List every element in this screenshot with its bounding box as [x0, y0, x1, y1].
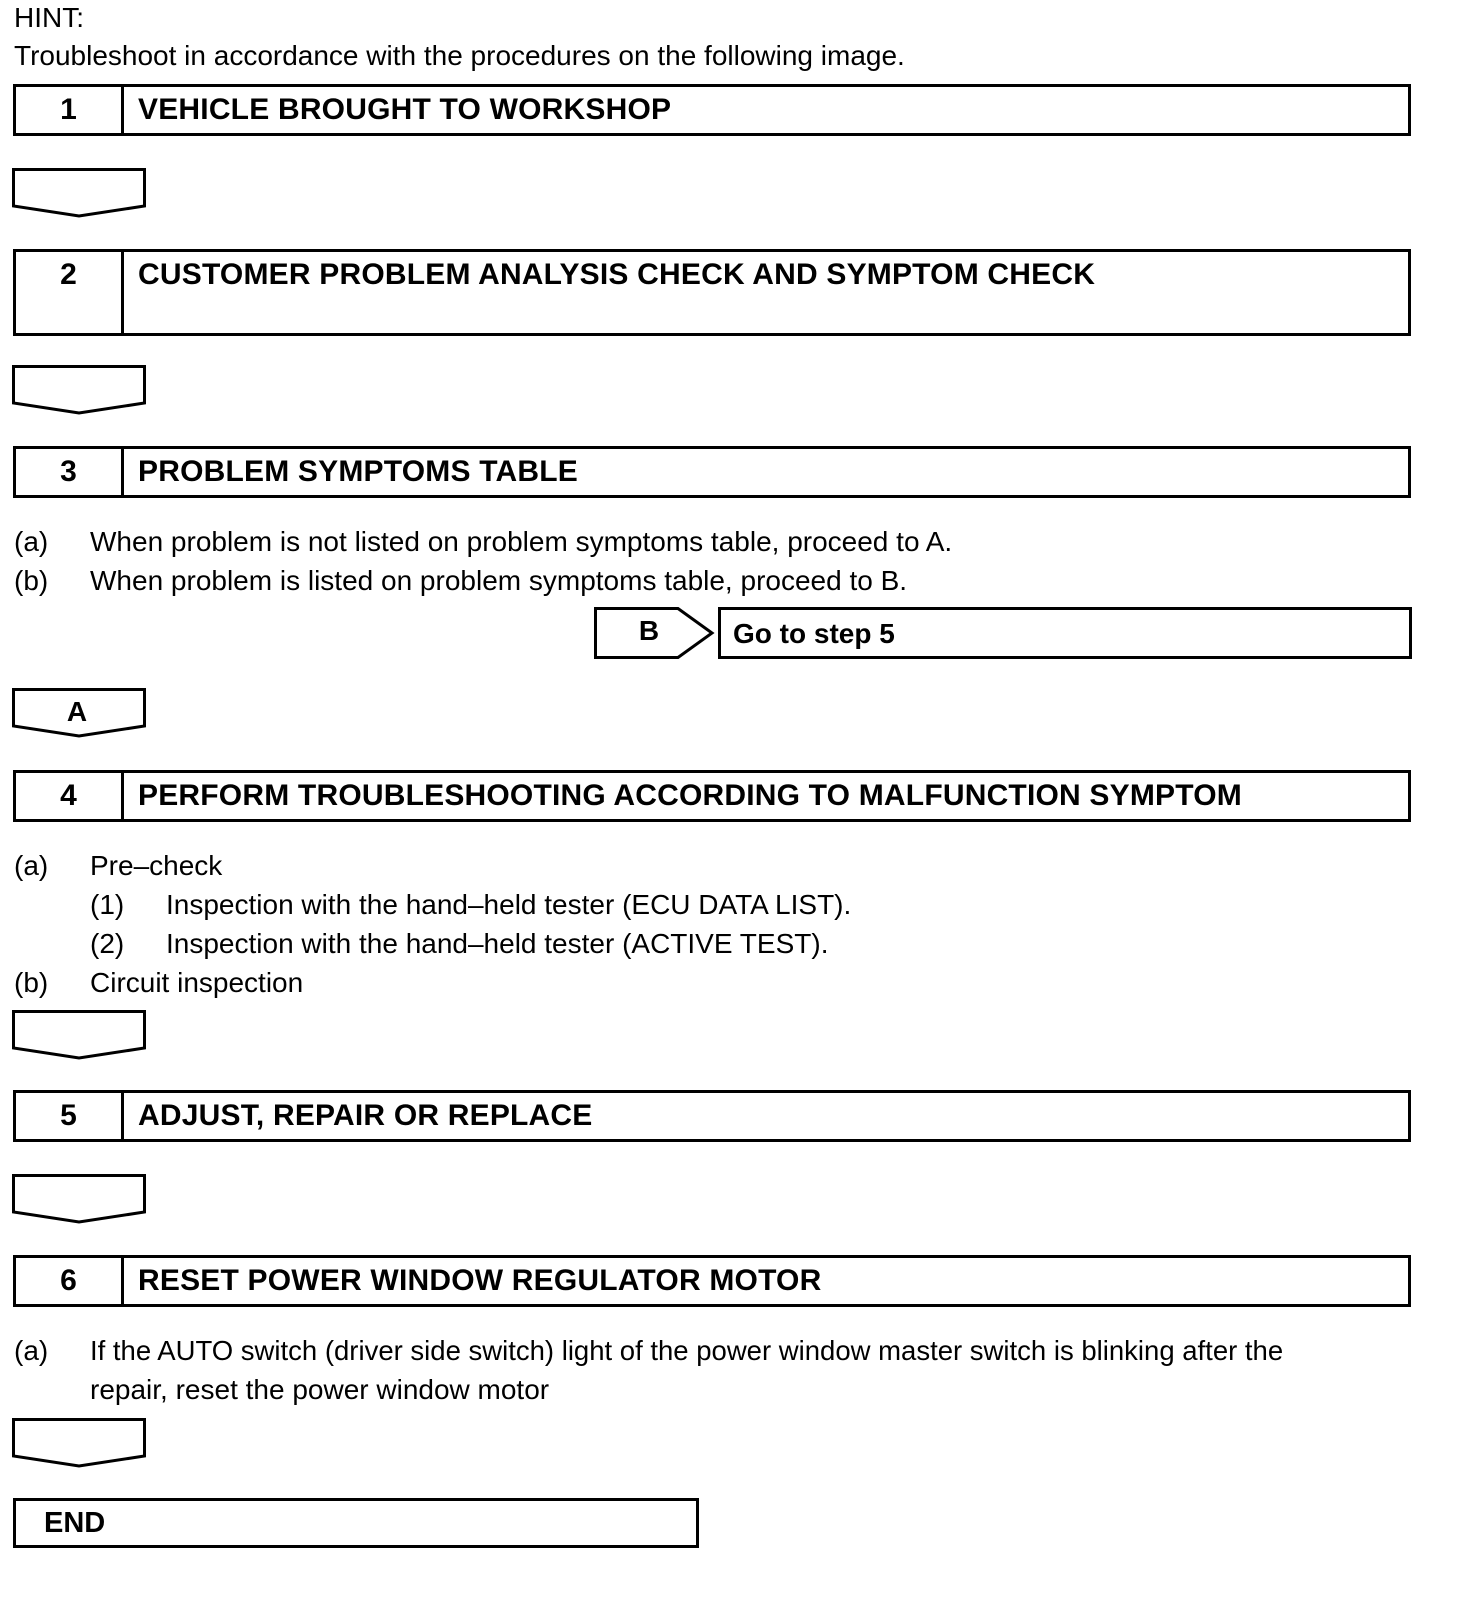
step-5-box — [13, 1090, 1411, 1142]
step-2-number: 2 — [16, 252, 124, 333]
flow-arrow-a — [12, 688, 146, 738]
flow-arrow-6 — [12, 1418, 146, 1468]
hint-label: HINT: — [14, 2, 84, 33]
step-4-title: PERFORM TROUBLESHOOTING ACCORDING TO MALFUNCTION SYMPTOM — [138, 779, 1242, 812]
step-6-box — [13, 1255, 1411, 1307]
step-2-box — [13, 249, 1411, 336]
step-1-title: VEHICLE BROUGHT TO WORKSHOP — [138, 93, 672, 126]
step-6-item-a-line2: repair, reset the power window motor — [90, 1374, 550, 1405]
end-box — [13, 1498, 699, 1548]
step-4-item-a-label: (a) — [14, 850, 49, 881]
flow-arrow-1 — [12, 168, 146, 218]
flow-arrow-2 — [12, 365, 146, 415]
flow-arrow-4 — [12, 1010, 146, 1060]
step-3-number: 3 — [16, 449, 124, 495]
step-4-sub-2-label: (2) — [90, 928, 125, 959]
step-4-box — [13, 770, 1411, 822]
step-3-item-a-label: (a) — [14, 526, 49, 557]
step-1-box — [13, 84, 1411, 136]
step-6-item-a-line1: If the AUTO switch (driver side switch) light of the power window master switch is blinking after the — [90, 1335, 1284, 1366]
step-3-box — [13, 446, 1411, 498]
step-6-title: RESET POWER WINDOW REGULATOR MOTOR — [138, 1264, 822, 1297]
hint-text: Troubleshoot in accordance with the procedures on the following image. — [14, 40, 905, 71]
flow-arrow-5 — [12, 1174, 146, 1224]
step-4-sub-1-text: Inspection with the hand–held tester (ECU DATA LIST). — [166, 889, 852, 920]
step-5-number: 5 — [16, 1093, 124, 1139]
step-1-number: 1 — [16, 87, 124, 133]
step-4-item-b-text: Circuit inspection — [90, 967, 304, 998]
end-label: END — [44, 1507, 106, 1539]
step-2-title: CUSTOMER PROBLEM ANALYSIS CHECK AND SYMPTOM CHECK — [138, 258, 1096, 291]
branch-b-text: Go to step 5 — [733, 618, 895, 649]
step-5-title: ADJUST, REPAIR OR REPLACE — [138, 1099, 593, 1132]
branch-b-label: B — [638, 615, 660, 646]
step-4-sub-2-text: Inspection with the hand–held tester (ACTIVE TEST). — [166, 928, 829, 959]
step-4-number: 4 — [16, 773, 124, 819]
branch-b-arrow — [594, 607, 718, 659]
step-3-item-b-label: (b) — [14, 565, 49, 596]
step-4-item-a-text: Pre–check — [90, 850, 223, 881]
step-4-item-b-label: (b) — [14, 967, 49, 998]
step-4-sub-1-label: (1) — [90, 889, 125, 920]
step-3-title: PROBLEM SYMPTOMS TABLE — [138, 455, 578, 488]
branch-a-label: A — [66, 696, 88, 727]
step-3-item-b-text: When problem is listed on problem symptoms table, proceed to B. — [90, 565, 908, 596]
step-6-item-a-label: (a) — [14, 1335, 49, 1366]
branch-b-box — [718, 607, 1412, 659]
step-3-item-a-text: When problem is not listed on problem symptoms table, proceed to A. — [90, 526, 953, 557]
step-6-number: 6 — [16, 1258, 124, 1304]
